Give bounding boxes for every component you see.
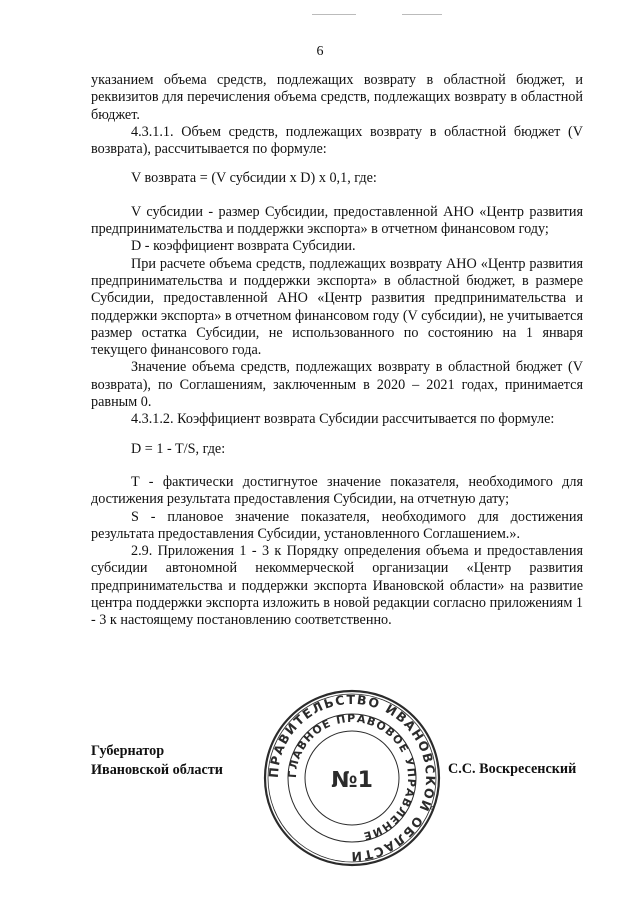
seal-outer-text: ПРАВИТЕЛЬСТВО ИВАНОВСКОЙ ОБЛАСТИ — [265, 691, 439, 865]
paragraph: 4.3.1.1. Объем средств, подлежащих возврату в областной бюджет (V возврата), рассчитывается по формуле: — [91, 123, 583, 158]
paragraph: T - фактически достигнутое значение показателя, необходимого для достижения результата предоставления Субсидии, на отчетную дату; — [91, 473, 583, 508]
paragraph: D - коэффициент возврата Субсидии. — [131, 238, 356, 255]
document-body — [91, 72, 583, 630]
signature-name: С.С. Воскресенский — [448, 761, 577, 777]
formula: D = 1 - T/S, где: — [131, 440, 226, 457]
formula: V возврата = (V субсидии x D) x 0,1, где: — [131, 170, 377, 187]
signature-title-line: Ивановской области — [91, 762, 223, 778]
page-number: 6 — [316, 44, 324, 59]
scan-artifact — [312, 14, 356, 15]
signature-title-line: Губернатор — [91, 743, 165, 759]
scan-artifact — [402, 14, 442, 15]
seal-inner-text: ГЛАВНОЕ ПРАВОВОЕ УПРАВЛЕНИЕ — [285, 711, 419, 843]
paragraph: Значение объема средств, подлежащих возврату в областной бюджет (V возврата), по Соглашениям, заключенным в 2020 – 2021 годах, принимается равным 0. — [91, 359, 583, 411]
official-seal — [262, 688, 442, 868]
paragraph: V субсидии - размер Субсидии, предоставленной АНО «Центр развития предпринимательства и поддержки экспорта» в отчетном финансовом году; — [91, 203, 583, 238]
paragraph: S - плановое значение показателя, необходимого для достижения результата предоставления Субсидии, установленного Соглашением.». — [91, 508, 583, 542]
paragraph: 2.9. Приложения 1 - 3 к Порядку определения объема и предоставления субсидии автономной некоммерческой организации «Центр развития предпринимательства и поддержки экспорта Ивановской области» на развитие центра поддержки экспорта изложить в новой редакции согласно приложениям 1 - 3 к настоящему постановлению соответственно. — [91, 543, 583, 629]
signature-title — [91, 742, 223, 780]
seal-center-number: №1 — [331, 768, 373, 793]
paragraph: При расчете объема средств, подлежащих возврату АНО «Центр развития предпринимательства и поддержки экспорта» в областной бюджет, в размере Субсидии, предоставленной АНО «Центр развития предпринимательства и поддержки экспорта» в отчетном финансовом году (V субсидии), не учитывается размер остатка Субсидии, не использованного по состоянию на 1 января текущего финансового года. — [91, 255, 583, 359]
paragraph: указанием объема средств, подлежащих возврату в областной бюджет, и реквизитов для перечисления объема средств, подлежащих возврату в областной бюджет. — [91, 72, 583, 123]
paragraph: 4.3.1.2. Коэффициент возврата Субсидии рассчитывается по формуле: — [131, 411, 555, 428]
